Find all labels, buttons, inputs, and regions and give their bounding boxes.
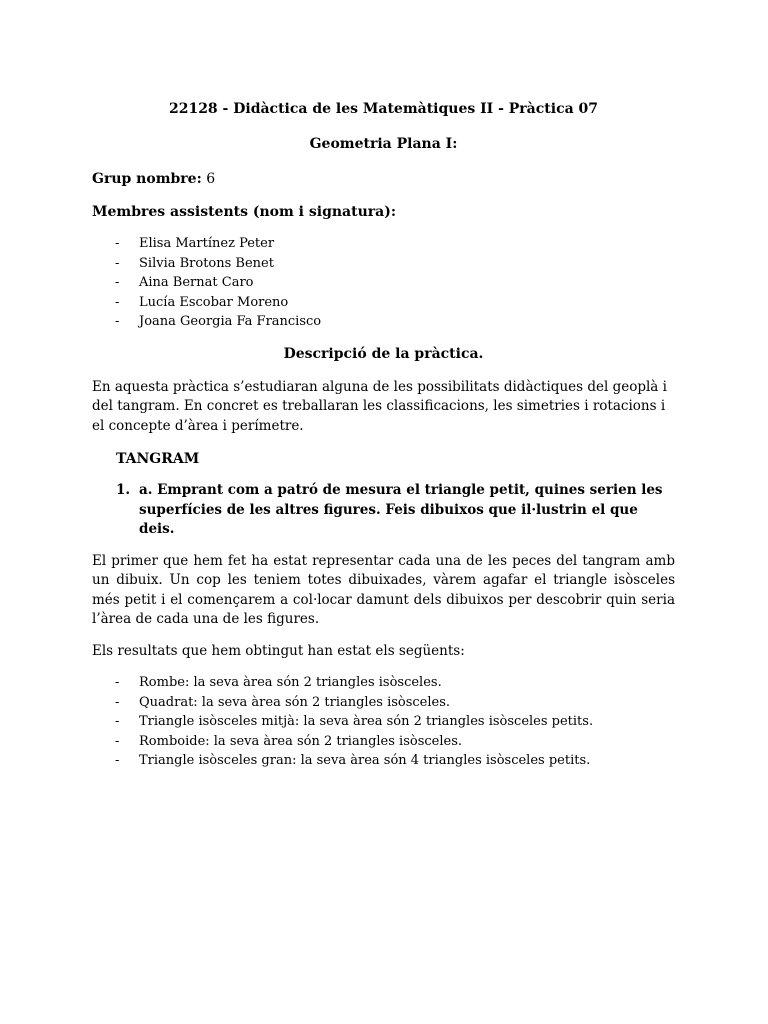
dash-bullet: - — [115, 675, 120, 690]
member-name: Aina Bernat Caro — [139, 275, 254, 290]
group-number-line — [92, 168, 675, 190]
description-paragraph: En aquesta pràctica s’estudiaran alguna de les possibilitats didàctiques del geoplà i del tangram. En concret es treballaran les classificacions, les simetries i rotacions i el concepte d’àrea i perímetre. — [92, 378, 667, 434]
result-text: Triangle isòsceles mitjà: la seva àrea són 2 triangles isòsceles petits. — [139, 714, 594, 729]
member-name: Silvia Brotons Benet — [139, 255, 274, 271]
results-intro: Els resultats que hem obtingut han estat els següents: — [92, 642, 465, 659]
result-text: Triangle isòsceles gran: la seva àrea són 4 triangles isòsceles petits. — [139, 753, 591, 768]
section-heading: TANGRAM — [116, 451, 200, 467]
description-heading: Descripció de la pràctica. — [283, 345, 484, 362]
list-item — [92, 254, 675, 274]
dash-bullet: - — [115, 694, 120, 710]
result-text: Quadrat: la seva àrea són 2 triangles isòsceles. — [139, 694, 451, 710]
list-item — [92, 673, 675, 693]
list-item — [92, 234, 675, 254]
member-name: Lucía Escobar Moreno — [139, 294, 289, 310]
document-subtitle: Geometria Plana I: — [309, 136, 458, 152]
dash-bullet: - — [115, 275, 120, 290]
answer-paragraph: El primer que hem fet ha estat representar cada una de les peces del tangram amb un dibuix. Un cop les teniem totes dibuixades, vàrem agafar el triangle isòsceles més petit i el començarem a col·locar damunt dels dibuixos per descobrir quin seria l’àrea de cada una de les figures. — [92, 552, 675, 627]
dash-bullet: - — [115, 236, 120, 251]
list-item — [92, 732, 675, 752]
dash-bullet: - — [115, 255, 120, 271]
list-item — [92, 312, 675, 332]
list-item — [92, 293, 675, 313]
list-item — [92, 751, 675, 771]
result-text: Romboide: la seva àrea són 2 triangles isòsceles. — [139, 733, 463, 749]
member-name: Elisa Martínez Peter — [139, 236, 275, 251]
list-item — [92, 712, 675, 732]
member-name: Joana Georgia Fa Francisco — [139, 314, 322, 329]
question-text: a. Emprant com a patró de mesura el triangle petit, quines serien les superfícies de les altres figures. Feis dibuixos que il·lustrin el que deis. — [139, 482, 663, 537]
dash-bullet: - — [115, 733, 120, 749]
dash-bullet: - — [115, 294, 120, 310]
dash-bullet: - — [115, 753, 120, 768]
question-item — [92, 481, 675, 540]
group-value: 6 — [206, 171, 216, 187]
dash-bullet: - — [115, 714, 120, 729]
course-title: 22128 - Didàctica de les Matemàtiques II - Pràctica 07 — [168, 101, 599, 117]
members-label: Membres assistents (nom i signatura): — [92, 204, 397, 220]
result-text: Rombe: la seva àrea són 2 triangles isòsceles. — [139, 675, 442, 690]
group-label: Grup nombre: — [92, 171, 202, 187]
list-item — [92, 693, 675, 713]
document-page — [92, 98, 675, 782]
dash-bullet: - — [115, 314, 120, 329]
members-list — [92, 234, 675, 332]
question-number: 1. — [116, 482, 131, 498]
list-item — [92, 273, 675, 293]
results-list — [92, 673, 675, 771]
